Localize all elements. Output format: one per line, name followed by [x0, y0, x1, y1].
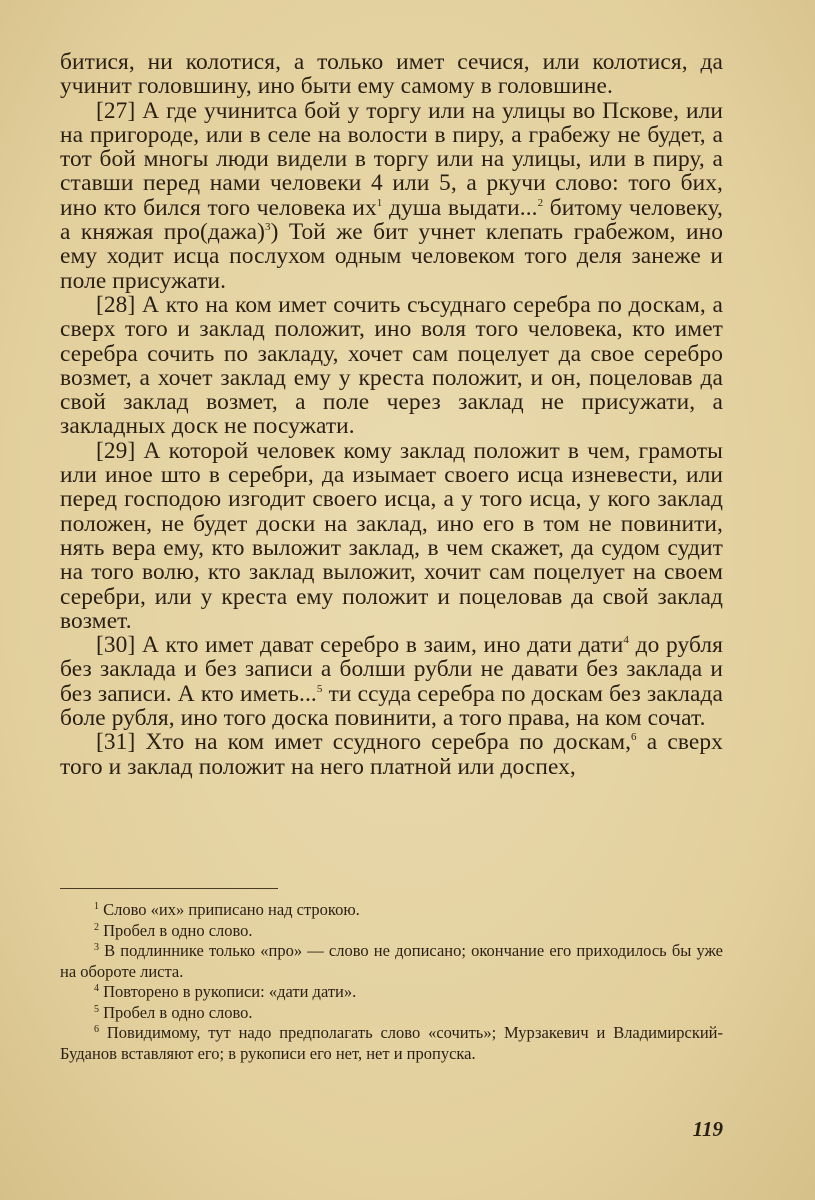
main-text	[60, 50, 723, 779]
footnote-marker: 2	[537, 196, 544, 209]
footnote-marker: 6	[631, 731, 637, 744]
paragraph-continuation: битися, ни колотися, а только имет сечися, или колотися, да учинит головшину, ино быти ему самому в головшине.	[60, 49, 723, 100]
footnote: $^5$ Пробел в одно слово.	[94, 1002, 253, 1022]
footnote-marker: 1	[376, 196, 383, 209]
footnote: $^6$ Повидимому, тут надо предполагать слово «сочить»; Мурзакевич и Владимирский-Буданов вставляют его; в рукописи его нет, нет и пропуска.	[60, 1023, 724, 1063]
footnote-divider	[60, 888, 278, 889]
footnote: $^4$ Повторено в рукописи: «дати дати».	[94, 982, 357, 1001]
footnote: $^2$ Пробел в одно слово.	[94, 920, 253, 940]
paragraph-29: [29] А которой человек кому заклад положит в чем, грамоты или иное што в серебри, да изымает своего исца изневести, или перед господою изгодит своего исца, а у того исца, у кого заклад положен, не будет доски на заклад, ино его в том не повинити, нять вера ему, кто выложит заклад, в чем скажет, да судом судит на того волю, кто заклад выложит, хочит сам поцелует на своем серебри, или у креста ему положит и поцеловав да свой заклад возмет.	[60, 437, 723, 634]
footnote: $^1$ Слово «их» приписано над строкою.	[94, 900, 360, 919]
footnote-marker: 4	[623, 634, 629, 647]
footnote-marker: 5	[316, 682, 323, 695]
paragraph-28: [28] А кто на ком имет сочить съсуднаго серебра по доскам, а сверх того и заклад положит, ино воля того человека, кто имет серебра сочить по закладу, хочет сам поцелует да свое серебро возмет, а хочет заклад ему у креста положит, и он, поцеловав да свой заклад возмет, а поле через заклад не присужати, а закладных доск не посужати.	[60, 291, 723, 440]
footnotes	[60, 900, 723, 1064]
footnote: $^3$ В подлиннике только «про» — слово не дописано; окончание его приходилось бы уже на обороте листа.	[60, 941, 724, 981]
paragraph-31: [31] Хто на ком имет ссудного серебра по доскам,$^6$ а сверх того и заклад положит на него платной или доспех,	[60, 729, 723, 780]
footnote-marker: 3	[265, 221, 271, 234]
paragraph-27: [27] А где учинитса бой у торгу или на улицы во Пскове, или на пригороде, или в селе на волости в пиру, а грабежу не будет, а тот бой многы люди видели в торгу или на улицы, или в пиру, а ставши перед нами человеки 4 или 5, а ркучи слово: того бих, ино кто бился того человека $их^1$ душа выдати...$^2$ битому человеку, а княжая про(дажа)$^3$) Той же бит учнет клепать грабежом, ино ему ходит исца послухом одным человеком того деля занеже и поле присужати.	[60, 97, 723, 294]
page-number: 119	[692, 1117, 723, 1141]
paragraph-30: [30] А кто имет дават серебро в заим, ино дати дати$^4$ до рубля без заклада и без записи а болши рубли не давати без заклада и без записи. А кто иметь...$^5$ ти ссуда серебра по доскам без заклада боле рубля, ино того доска повинити, а того права, на ком сочат.	[60, 632, 724, 732]
